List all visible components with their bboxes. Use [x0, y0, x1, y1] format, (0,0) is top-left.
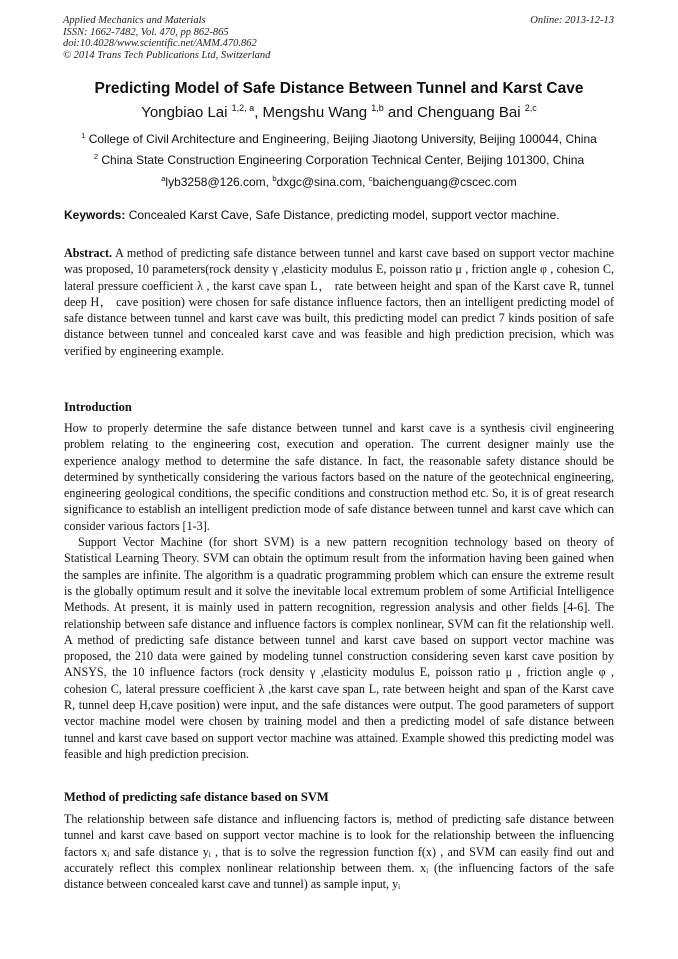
journal-header: [63, 15, 270, 61]
keywords: [64, 208, 560, 222]
journal-copyright: © 2014 Trans Tech Publications Ltd, Switzerland: [63, 49, 271, 61]
author-list: [0, 103, 678, 121]
section-heading-introduction: Introduction: [64, 400, 132, 414]
author-sep: ,: [254, 104, 263, 121]
affiliation: [0, 131, 678, 146]
method-body: [64, 811, 614, 892]
section-heading-method: Method of predicting safe distance based on SVM: [64, 790, 329, 804]
journal-doi: doi:10.4028/www.scientific.net/AMM.470.862: [63, 38, 257, 49]
abstract: [64, 245, 614, 359]
email-sup: b: [272, 174, 277, 183]
author-sep: and: [383, 104, 418, 121]
keywords-text: Concealed Karst Cave, Safe Distance, predicting model, support vector machine.: [125, 208, 560, 222]
affiliation-sup: 2: [93, 152, 99, 161]
paragraph: The relationship between safe distance and influencing factors is, method of predicting safe distance between tunnel and karst cave based on support vector machine is to look for the relationship between the influencing factors xᵢ and safe distance yᵢ , that is to solve the regression function f(x) , and SVM can easily find out and accurately reflect this complex nonlinear relationship between them. xᵢ (the influencing factors of the safe distance between concealed karst cave and tunnel) as sample input, yᵢ: [64, 812, 614, 892]
abstract-label: Abstract.: [64, 246, 113, 260]
online-date: Online: 2013-12-13: [530, 15, 614, 26]
email: lyb3258@126.com,: [165, 175, 273, 189]
paragraph: Support Vector Machine (for short SVM) is a new pattern recognition technology based on theory of Statistical Learning Theory. SVM can obtain the optimum result from the information having been gained when the samples are infinite. The algorithm is a quadratic programming problem which can ensure the extreme result is the globally optimum result and it solve the inevitable local extremum problem of some Artificial Intelligence Methods. At present, it is mainly used in pattern recognition, regression analysis and other fields [4-6]. The relationship between safe distance and influence factors is complex nonlinear, SVM can fit the relationship well. A method of predicting safe distance between tunnel and karst cave based on support vector machine was proposed, the 210 data were gained by modeling tunnel construction considering seven karst cave position by ANSYS, the 10 influence factors (rock density γ ,elasticity modulus E, poisson ratio μ , friction angle φ , cohesion C, lateral pressure coefficient λ ,the karst cave span L, rate between height and span of the Karst cave R, tunnel deep H,cave position) were input, and the safe distances were output. The good parameters of support vector machine model were chosen by training model and then a predicting model of safe distance between tunnel and karst cave based on support vector machine was attained. Example showed this predicting model was feasible and high prediction precision.: [64, 535, 614, 761]
author-sup: 1,2, a: [231, 103, 255, 113]
email-sup: c: [368, 174, 373, 183]
email-sup: a: [161, 174, 166, 183]
affiliation-text: China State Construction Engineering Corporation Technical Center, Beijing 101300, China: [101, 153, 585, 167]
email: baichenguang@cscec.com: [372, 175, 517, 189]
affiliation: [0, 152, 678, 167]
affiliation-sup: 1: [81, 131, 86, 140]
email-line: [0, 174, 678, 189]
introduction-body: [64, 420, 614, 762]
author-name: Yongbiao Lai: [141, 104, 228, 121]
journal-issn: ISSN: 1662-7482, Vol. 470, pp 862-865: [63, 26, 229, 38]
abstract-text: A method of predicting safe distance between tunnel and karst cave based on support vector machine was proposed, 10 parameters(rock density γ ,elasticity modulus E, poisson ratio μ , friction angle φ , cohesion C, lateral pressure coefficient λ , the karst cave span L， rate between height and span of the Karst cave R, tunnel deep H， cave position) were chosen for safe distance influence factors, then an intelligent predicting model of safe distance between tunnel and karst cave was built, this predicting model can predict 7 kinds position of safe distance between tunnel and concealed karst cave and was feasible and high prediction precision, which was verified by engineering example.: [64, 246, 614, 358]
author-sup: 1,b: [371, 103, 384, 113]
email: dxgc@sina.com,: [276, 175, 369, 189]
paragraph: How to properly determine the safe distance between tunnel and karst cave is a synthesis civil engineering problem relating to the engineering cost, execution and operation. The current designer mainly use the experience analogy method to determine the safe distance. In fact, the reasonable safety distance should be determined by synthetically considering the various factors based on the nature of the geotechnical engineering, engineering geological conditions, the specific conditions and construction method etc. So, it is of great research significance to establish an intelligent prediction mode of safe distance between tunnel and karst cave which can consider various factors [1-3].: [64, 421, 614, 533]
author-sup: 2,c: [524, 103, 537, 113]
keywords-label: Keywords:: [64, 208, 126, 222]
affiliation-text: College of Civil Architecture and Engineering, Beijing Jiaotong University, Beijing 100044, China: [88, 132, 597, 146]
author-name: Mengshu Wang: [262, 104, 368, 121]
journal-name: Applied Mechanics and Materials: [63, 15, 206, 26]
paper-title: Predicting Model of Safe Distance Between Tunnel and Karst Cave: [94, 80, 584, 97]
author-name: Chenguang Bai: [417, 104, 521, 121]
